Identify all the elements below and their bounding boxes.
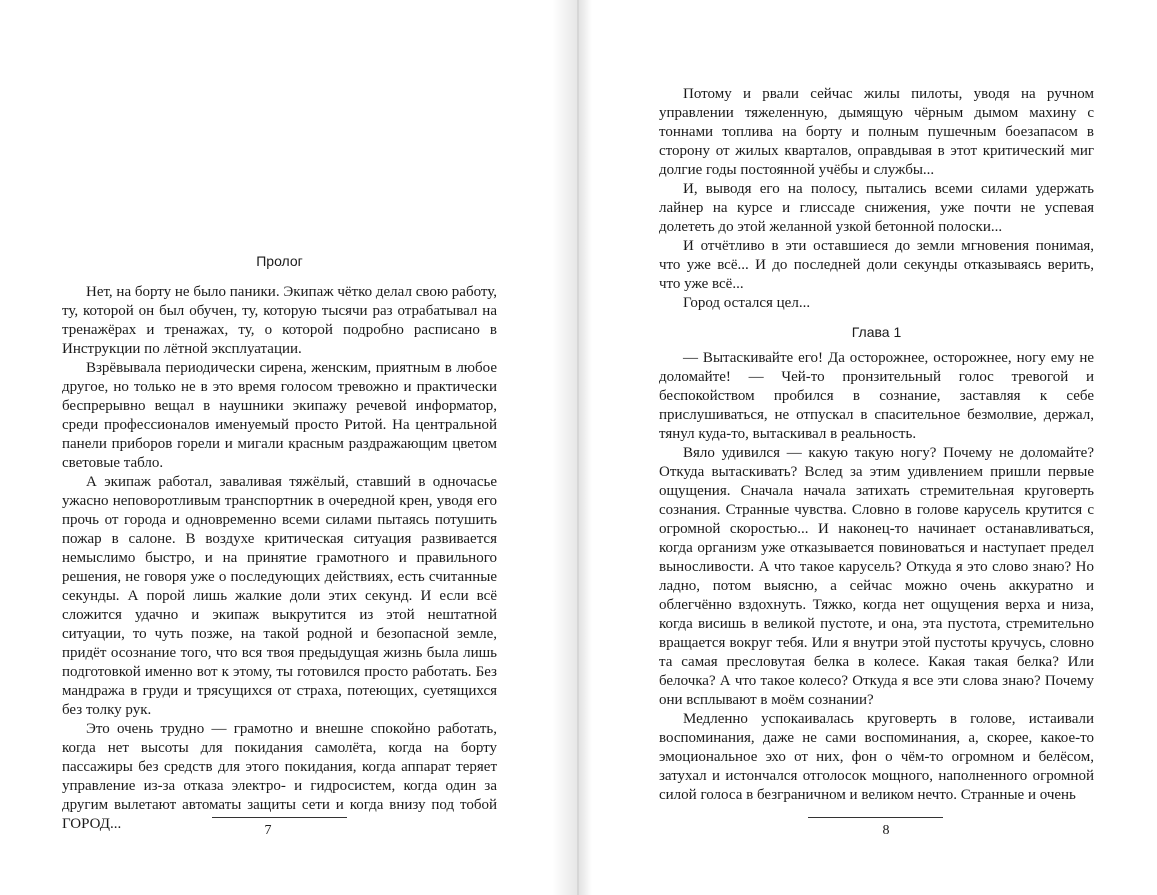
right-page-text-chapter (659, 349, 1094, 805)
left-page-text (62, 283, 497, 834)
paragraph: — Вытаскивайте его! Да осторожнее, осторожнее, ногу ему не доломайте! — Чей-то пронзительный голос тревогой и беспокойством пробился в сознание, заставляя к себе прислушиваться, не отпускал в спасительное безмолвие, держал, тянул куда-то, вытаскивал в реальность. (659, 350, 1094, 442)
paragraph: Потому и рвали сейчас жилы пилоты, уводя на ручном управлении тяжеленную, дымящую чёрным дымом махину с тоннами топлива на борту и полным пушечным боезапасом в сторону от жилых кварталов, оправдывая в этот критический миг долгие годы постоянной учёбы и службы... (659, 86, 1094, 178)
book-gutter (577, 0, 579, 895)
paragraph: Медленно успокаивалась круговерть в голове, истаивали воспоминания, даже не сами воспоминания, а, скорее, какое-то эмоциональное эхо от них, фон о чём-то огромном и белёсом, затухал и истончался отголосок мощного, наполненного огромной силой голоса в безграничном и великом нечто. Странные и очень (659, 711, 1094, 803)
paragraph: Это очень трудно — грамотно и внешне спокойно работать, когда нет высоты для покидания самолёта, когда на борту пассажиры без средств для этого покидания, когда аппарат теряет управление из-за отказа электро- и гидросистем, когда один за другим вылетают автоматы защиты сети и когда внизу под тобой ГОРОД... (62, 721, 497, 832)
paragraph: Вяло удивился — какую такую ногу? Почему не доломайте? Откуда вытаскивать? Вслед за этим удивлением пришли первые ощущения. Сначала начала затихать стремительная круговерть сознания. Странные чувства. Словно в голове карусель крутится с огромной скоростью... И наконец-то начинает останавливаться, когда организм уже отказывается повиноваться и наступает предел выносливости. А что такое карусель? Откуда я это слово знаю? Но ладно, потом выясню, а сейчас можно очень аккуратно и облегчённо вздохнуть. Тяжко, когда нет ощущения верха и низа, когда висишь в великой пустоте, и она, эта пустота, стремительно вращается вокруг тебя. Или я внутри этой пустоты кручусь, словно та самая пресловутая белка в колесе. Какая такая белка? Или белочка? А что такое колесо? Откуда я все эти слова знаю? Почему они всплывают в моём сознании? (659, 445, 1094, 708)
paragraph: И отчётливо в эти оставшиеся до земли мгновения понимая, что уже всё... И до последней доли секунды отказываясь верить, что уже всё... (659, 238, 1094, 292)
right-page-text-top (659, 85, 1094, 313)
paragraph: Город остался цел... (683, 295, 811, 311)
paragraph: И, выводя его на полосу, пытались всеми силами удержать лайнер на курсе и глиссаде снижения, уже почти не успевая долететь до этой желанной узкой бетонной полоски... (659, 181, 1094, 235)
page-number-right: 8 (882, 823, 890, 838)
paragraph: Нет, на борту не было паники. Экипаж чётко делал свою работу, ту, которой он был обучен, ту, которую тысячи раз отрабатывал на тренажёрах и тренажах, ту, о которой подробно расписано в Инструкции по лётной эксплуатации. (62, 284, 497, 357)
chapter-heading: Глава 1 (851, 324, 902, 340)
paragraph: Взрёвывала периодически сирена, женским, приятным в любое другое, но только не в это время голосом тревожно и практически беспрерывно вещал в наушники экипажу речевой информатор, среди профессионалов именуемый просто Ритой. На центральной панели приборов горели и мигали красным раздражающим цветом световые табло. (62, 360, 497, 471)
page-number-left: 7 (264, 823, 272, 838)
gutter-shadow-right (578, 0, 592, 895)
folio-rule-right (808, 817, 943, 818)
gutter-shadow-left (552, 0, 578, 895)
paragraph: А экипаж работал, заваливая тяжёлый, ставший в одночасье ужасно неповоротливым транспортник в очередной крен, уводя его прочь от города и одновременно всеми силами пытаясь потушить пожар в салоне. В воздухе критическая ситуация развивается немыслимо быстро, и на принятие грамотного и правильного решения, не говоря уже о последующих действиях, есть считанные секунды. А порой лишь жалкие доли этих секунд. И если всё сложится удачно и экипаж выкрутится из этой нештатной ситуации, то чуть позже, на такой родной и безопасной земле, придёт осознание того, что вся твоя предыдущая жизнь была лишь подготовкой именно вот к этому, ты готовился просто работать. Без мандража в груди и трясущихся от страха, потеющих, суетящихся без толку рук. (62, 474, 497, 718)
prologue-heading: Пролог (256, 253, 303, 269)
folio-rule-left (212, 817, 347, 818)
